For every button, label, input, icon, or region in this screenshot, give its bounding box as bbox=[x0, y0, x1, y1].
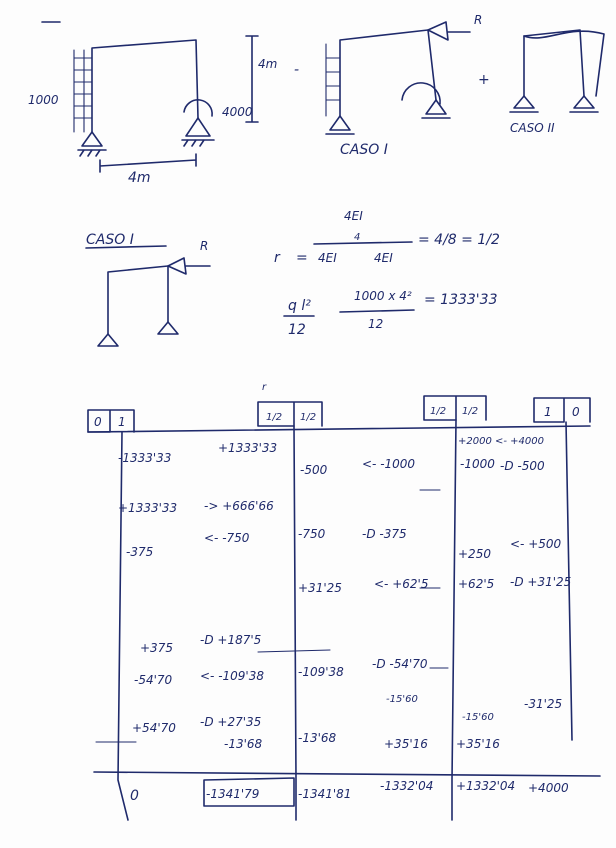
case2-supports bbox=[510, 96, 598, 112]
case2-frame bbox=[524, 30, 584, 96]
table-header-line bbox=[88, 426, 590, 432]
column-line-3 bbox=[452, 420, 456, 820]
c5-v6: -31'25 bbox=[524, 697, 563, 711]
case1-caption: CASO I bbox=[340, 142, 388, 158]
c5-v7: +35'16 bbox=[456, 737, 500, 751]
c1-v4: -54'70 bbox=[134, 673, 173, 687]
r-symbol: r bbox=[274, 250, 280, 266]
case2-caption: CASO II bbox=[510, 121, 555, 135]
case1-small-frame bbox=[98, 258, 210, 346]
c1-v1: +1333'33 bbox=[118, 501, 178, 515]
header-0-right: 0 bbox=[572, 405, 580, 419]
c1-v5: +54'70 bbox=[132, 721, 176, 735]
c3-v3: -109'38 bbox=[298, 665, 344, 679]
c5-v1: -D -500 bbox=[500, 459, 545, 473]
c5-v3: +62'5 bbox=[458, 577, 495, 591]
height-label: 4m bbox=[258, 57, 278, 71]
case1-small-supports bbox=[98, 322, 178, 346]
case1-frame bbox=[340, 30, 436, 116]
left-support bbox=[78, 132, 106, 156]
c2-v3: -D +187'5 bbox=[200, 633, 262, 647]
moment-label: 4000 bbox=[222, 105, 253, 119]
moment-formula-den: 12 bbox=[288, 322, 306, 338]
header-1-right: 1 bbox=[544, 405, 552, 419]
moment-calc-line bbox=[340, 310, 414, 312]
case1-title: CASO I bbox=[86, 232, 134, 248]
frame-outline bbox=[92, 40, 198, 132]
header-0-left: 0 bbox=[94, 415, 102, 429]
case1-constraint bbox=[428, 22, 470, 40]
r-denominator-a: 4EI bbox=[318, 251, 337, 265]
case1-right-support bbox=[402, 83, 450, 118]
case2-diagram bbox=[510, 30, 604, 112]
r-equals: = bbox=[296, 250, 308, 266]
moment-formula-num: q l² bbox=[288, 298, 311, 314]
c3-v0: -500 bbox=[300, 463, 328, 477]
c2-sum: -1341'79 bbox=[206, 787, 260, 801]
table-r-label: r bbox=[262, 382, 267, 393]
column-line-2 bbox=[294, 426, 296, 820]
case2-deformed bbox=[524, 31, 604, 96]
c4-v0: <- -1000 bbox=[362, 457, 416, 471]
right-support bbox=[182, 118, 214, 146]
c5-v5: -15'60 bbox=[462, 712, 494, 723]
c6-v0: +2000 <- +4000 bbox=[458, 436, 545, 447]
c4-v1: -D -375 bbox=[362, 527, 407, 541]
c5-v4: -D +31'25 bbox=[510, 575, 572, 589]
moment-calc-den: 12 bbox=[368, 317, 384, 331]
c1-sum: 0 bbox=[130, 788, 139, 804]
header-box-right bbox=[534, 398, 590, 422]
c5-v2: +250 bbox=[458, 547, 491, 561]
r-result: = 4/8 = 1/2 bbox=[418, 232, 500, 248]
header-half-1: 1/2 bbox=[266, 412, 283, 423]
span-label: 4m bbox=[128, 170, 151, 186]
plus-sign: + bbox=[478, 72, 490, 88]
moment-calc-num: 1000 x 4² bbox=[354, 289, 412, 303]
sum-line bbox=[94, 772, 600, 776]
c2-v4: <- -109'38 bbox=[200, 669, 265, 683]
c1-v3: +375 bbox=[140, 641, 173, 655]
case1-small-reaction: R bbox=[200, 239, 209, 253]
c4-sum: -1332'04 bbox=[380, 779, 434, 793]
c6-sum: +4000 bbox=[528, 781, 569, 795]
c1-v2: -375 bbox=[126, 545, 154, 559]
r-numerator-sub: 4 bbox=[354, 232, 361, 243]
r-fraction-line bbox=[314, 242, 412, 244]
header-half-3: 1/2 bbox=[430, 406, 447, 417]
minus-sign: - bbox=[294, 62, 300, 78]
load-label: 1000 bbox=[28, 93, 59, 107]
c6-v1: <- +500 bbox=[510, 537, 562, 551]
header-half-2: 1/2 bbox=[300, 412, 317, 423]
c2-v5: -D +27'35 bbox=[200, 715, 262, 729]
c2-v1: -> +666'66 bbox=[204, 499, 274, 513]
moment-result: = 1333'33 bbox=[424, 292, 498, 308]
case1-reaction: R bbox=[474, 13, 483, 27]
r-numerator: 4EI bbox=[344, 209, 363, 223]
c2-v6: -13'68 bbox=[224, 737, 263, 751]
case1-small-constraint bbox=[168, 258, 210, 274]
column-line-1 bbox=[118, 432, 128, 820]
c3-sum: -1341'81 bbox=[298, 787, 352, 801]
case1-left-support bbox=[326, 116, 354, 134]
c2-v0: +1333'33 bbox=[218, 441, 278, 455]
case1-diagram bbox=[326, 22, 470, 134]
c4-v3: -D -54'70 bbox=[372, 657, 428, 671]
c3-v1: -750 bbox=[298, 527, 326, 541]
c1-v0: -1333'33 bbox=[118, 451, 172, 465]
c5-sum: +1332'04 bbox=[456, 779, 516, 793]
frame-diagram bbox=[74, 36, 258, 172]
c5-v0: -1000 bbox=[460, 457, 495, 471]
header-1-left: 1 bbox=[118, 415, 126, 429]
c4-v2: <- +62'5 bbox=[374, 577, 429, 591]
header-half-4: 1/2 bbox=[462, 406, 479, 417]
distributed-load bbox=[74, 50, 92, 132]
case1-load bbox=[326, 44, 340, 116]
r-denominator-b: 4EI bbox=[374, 251, 393, 265]
c3-v2: +31'25 bbox=[298, 581, 342, 595]
case1-small-outline bbox=[108, 266, 168, 334]
c2-v2: <- -750 bbox=[204, 531, 250, 545]
c3-v4: -13'68 bbox=[298, 731, 337, 745]
c4-v4: -15'60 bbox=[386, 694, 418, 705]
c4-v5: +35'16 bbox=[384, 737, 428, 751]
